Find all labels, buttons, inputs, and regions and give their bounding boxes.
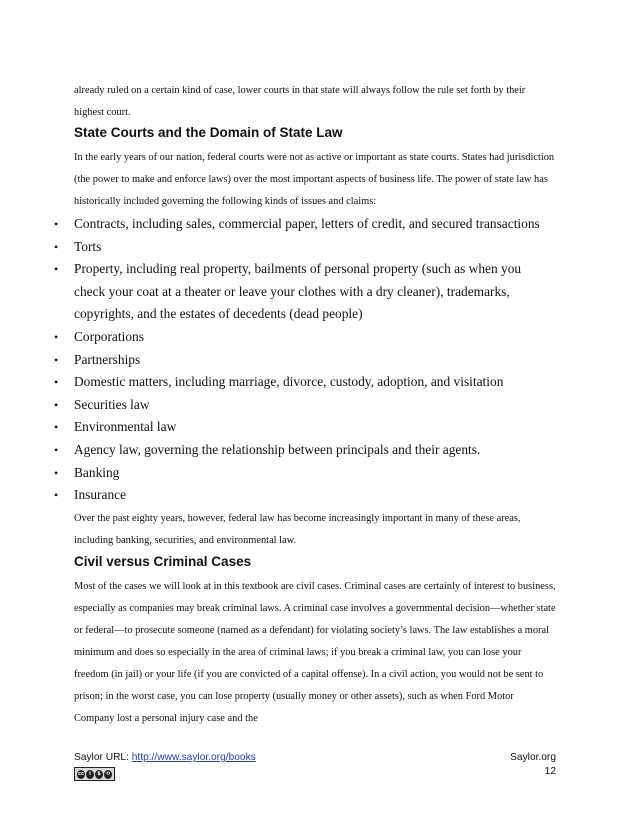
list-item: • Torts [0, 236, 552, 259]
bullet-icon: • [54, 352, 59, 367]
bullet-icon: • [54, 239, 59, 254]
bullet-icon: • [54, 420, 59, 435]
list-item: • Agency law, governing the relationship between principals and their agents. [0, 439, 552, 462]
list-item: • Contracts, including sales, commercial paper, letters of credit, and secured transactions [0, 213, 552, 236]
intro-paragraph: already ruled on a certain kind of case, lower courts in that state will always follow the rule set forth by their highest court. [74, 85, 526, 118]
list-item: • Domestic matters, including marriage, divorce, custody, adoption, and visitation [0, 371, 552, 394]
bullet-icon: • [54, 329, 59, 344]
list-item: • Property, including real property, bailments of personal property (such as when you check your coat at a theater or leave your clothes with a dry cleaner), trademarks, copyrights, and the estates of decedents (dead people) [0, 258, 552, 326]
section-heading-state-courts: State Courts and the Domain of State Law [74, 125, 343, 140]
list-item: • Partnerships [0, 349, 552, 372]
bullet-icon: • [54, 217, 59, 231]
bullet-icon: • [54, 488, 59, 503]
list-item: • Corporations [0, 326, 552, 349]
page-number: 12 [544, 766, 556, 777]
list-item: • Banking [0, 462, 552, 485]
bullet-icon: • [54, 397, 59, 412]
bullet-icon: • [54, 465, 59, 480]
bullet-icon: • [54, 262, 59, 277]
bullet-icon: • [54, 442, 59, 457]
saylor-books-link[interactable]: http://www.saylor.org/books [131, 752, 256, 763]
state-law-paragraph: In the early years of our nation, federal courts were not as active or important as state courts. States had jurisdiction (the power to make and enforce laws) over the most important aspects of business life. The power of state law has historically included governing the following kinds of issues and claims: [74, 152, 555, 207]
civil-criminal-paragraph: Most of the cases we will look at in this textbook are civil cases. Criminal cases are certainly of interest to business, especially as companies may break criminal laws. A criminal case involves a governmental decision—whether state or federal—to prosecute someone (named as a defendant) for violating society’s laws. The law establishes a moral minimum and does so especially in the area of criminal laws; if you break a criminal law, you can lose your freedom (in jail) or your life (if you are convicted of a capital offense). In a civil action, you would not be sent to prison; in the worst case, you can lose property (usually money or other assets), such as when Ford Motor Company lost a personal injury case and the [74, 581, 556, 724]
list-item: • Insurance [0, 484, 552, 507]
federal-law-paragraph: Over the past eighty years, however, federal law has become increasingly important in many of these areas, including banking, securities, and environmental law. [74, 513, 521, 546]
bullet-icon: • [54, 375, 59, 390]
list-item: • Environmental law [0, 416, 552, 439]
state-law-list [0, 213, 600, 507]
creative-commons-license-icon[interactable]: cc i $ ⟲ [74, 767, 115, 781]
site-name: Saylor.org [510, 752, 556, 763]
section-heading-civil-criminal: Civil versus Criminal Cases [74, 554, 252, 569]
footer-source: Saylor URL: http://www.saylor.org/books [74, 752, 256, 763]
footer-site-info [510, 751, 556, 779]
list-item: • Securities law [0, 394, 552, 417]
